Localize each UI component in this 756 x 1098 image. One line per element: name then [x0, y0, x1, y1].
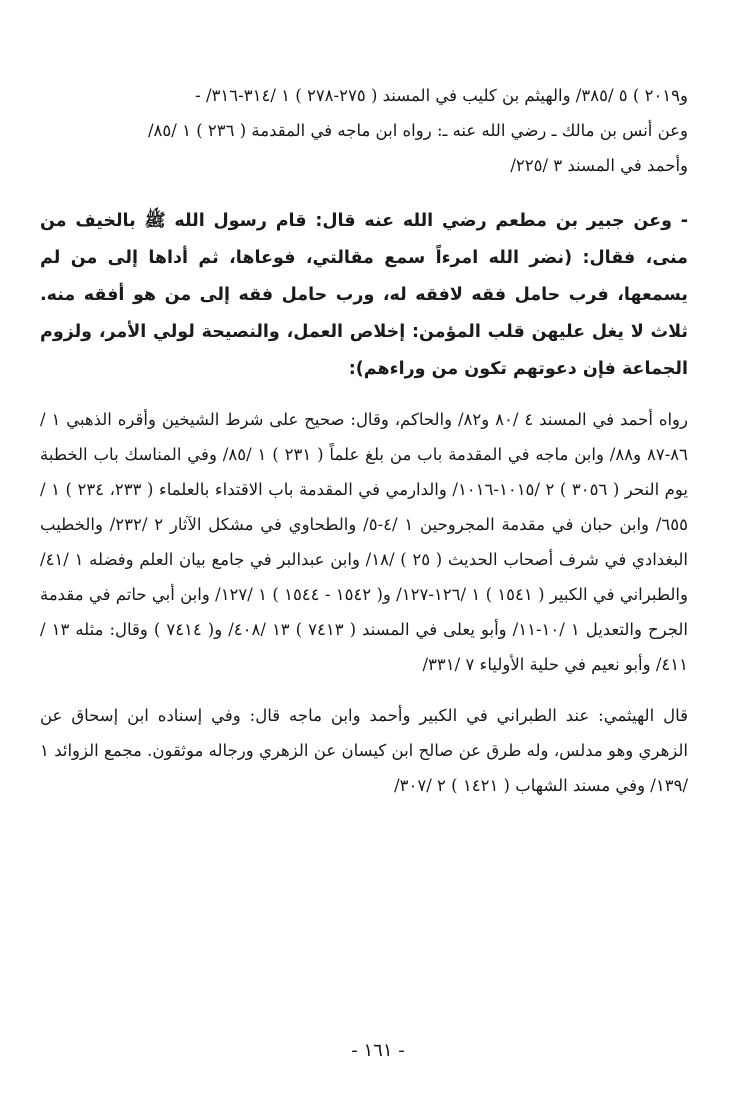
- hadith-references: رواه أحمد في المسند ٤ /٨٠ و٨٢/ والحاكم، وقال: صحيح على شرط الشيخين وأقره الذهبي ١ /٨٦-٨٧ و٨٨/ وابن ماجه في المقدمة باب من بلغ علماً ( ٢٣١ ) ١ /٨٥/ وفي المناسك باب الخطبة يوم النحر ( ٣٠٥٦ ) ٢ /١٠١٥-١٠١٦/ والدارمي في المقدمة باب الاقتداء بالعلماء ( ٢٣٣، ٢٣٤ ) ١ /٦٥٥/ وابن حبان في مقدمة المجروحين ١ /٤-٥/ والطحاوي في مشكل الآثار ٢ /٢٣٢/ والخطيب البغدادي في شرف أصحاب الحديث ( ٢٥ ) /١٨/ وابن عبدالبر في جامع بيان العلم وفضله ١ /٤١/ والطبراني في الكبير ( ١٥٤١ ) ١ /١٢٦-١٢٧/ و( ١٥٤٢ - ١٥٤٤ ) ١ /١٢٧/ وابن أبي حاتم في مقدمة الجرح والتعديل ١ /١٠-١١/ وأبو يعلى في المسند ( ٧٤١٣ ) ١٣ /٤٠٨/ و( ٧٤١٤ ) وقال: مثله ١٣ /٤١١/ وأبو نعيم في حلية الأولياء ٧ /٣٣١/: [40, 410, 689, 674]
- hadith-text: - وعن جبير بن مطعم رضي الله عنه قال: قام رسول الله ﷺ بالخيف من منى، فقال: (نضر الله امرءاً سمع مقالتي، فوعاها، ثم أداها إلى من لم يسمعها، فرب حامل فقه لافقه له، ورب حامل فقه إلى من هو أفقه منه. ثلاث لا يغل عليهن قلب المؤمن: إخلاص العمل، والنصيحة لولي الأمر، ولزوم الجماعة فإن دعوتهم تكون من وراءهم):: [40, 211, 688, 379]
- top-references: [40, 78, 688, 183]
- reference-line-2: وعن أنس بن مالك ـ رضي الله عنه ـ: رواه ابن ماجه في المقدمة ( ٢٣٦ ) ١ /٨٥/: [147, 121, 688, 140]
- reference-line-3: وأحمد في المسند ٣ /٢٢٥/: [510, 156, 688, 175]
- haythami-commentary: قال الهيثمي: عند الطبراني في الكبير وأحمد وابن ماجه قال: وفي إسناده ابن إسحاق عن الزهري وهو مدلس، وله طرق عن صالح ابن كيسان عن الزهري ورجاله موثقون. مجمع الزوائد ١ /١٣٩/ وفي مسند الشهاب ( ١٤٢١ ) ٢ /٣٠٧/: [40, 706, 688, 795]
- reference-line-1: و٢٠١٩ ) ٥ /٣٨٥/ والهيثم بن كليب في المسند ( ٢٧٥-٢٧٨ ) ١ /٣١٤-٣١٦/ -: [195, 86, 688, 105]
- page-number: - ١٦١ -: [351, 1040, 405, 1061]
